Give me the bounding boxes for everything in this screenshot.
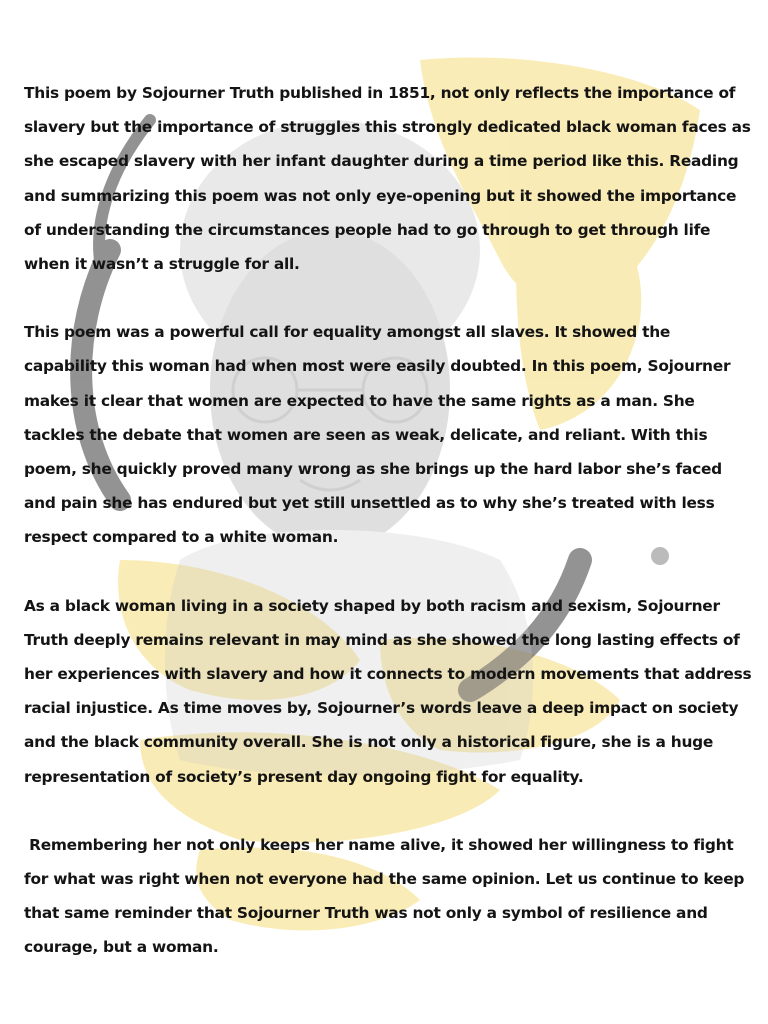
document-body (24, 76, 757, 965)
paragraph-conclusion: Remembering her not only keeps her name alive, it showed her willingness to fight for what was right when not everyone had the same opinion. Let us continue to keep that same reminder that Sojourner Truth was not only a symbol of resilience and courage, but a woman. (24, 835, 750, 957)
paragraph-intro: This poem by Sojourner Truth published in 1851, not only reflects the importance of slavery but the importance of struggles this strongly dedicated black woman faces as she escaped slavery with her infant daughter during a time period like this. Reading and summarizing this poem was not only eye-opening but it showed the importance of understanding the circumstances people had to go through to get through life when it wasn’t a struggle for all. (24, 84, 756, 274)
paragraph-equality: This poem was a powerful call for equality amongst all slaves. It showed the capability this woman had when most were easily doubted. In this poem, Sojourner makes it clear that women are expected to have the same rights as a man. She tackles the debate that women are seen as weak, delicate, and reliant. With this poem, she quickly proved many wrong as she brings up the hard labor she’s faced and pain she has endured but yet still unsettled as to why she’s treated with less respect compared to a white woman. (24, 323, 736, 547)
paragraph-relevance: As a black woman living in a society shaped by both racism and sexism, Sojourner Truth deeply remains relevant in may mind as she showed the long lasting effects of her experiences with slavery and how it connects to modern movements that address racial injustice. As time moves by, Sojourner’s words leave a deep impact on society and the black community overall. She is not only a historical figure, she is a huge representation of society’s present day ongoing fight for equality. (24, 596, 757, 786)
